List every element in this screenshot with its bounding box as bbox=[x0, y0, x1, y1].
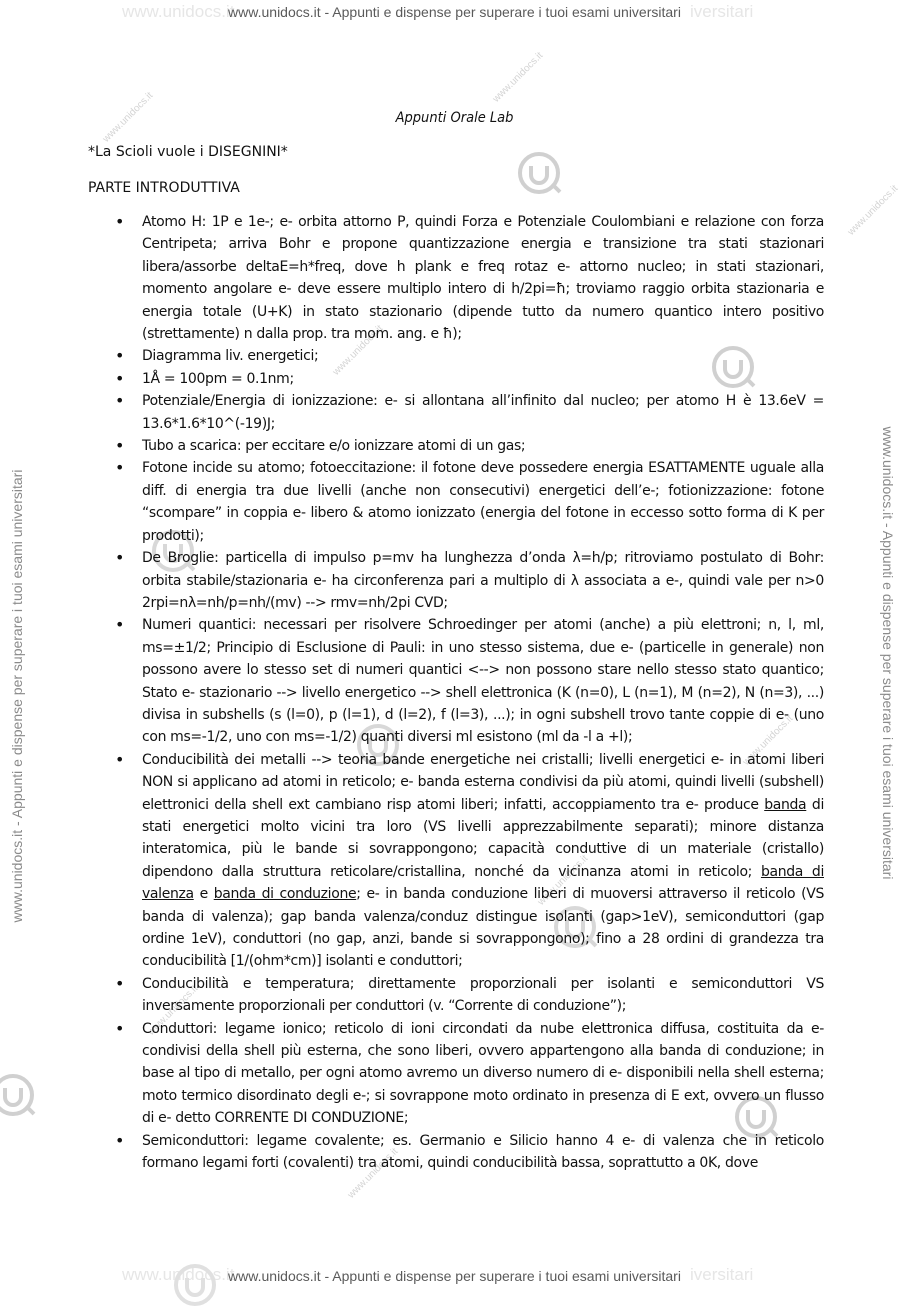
watermark-diagonal: www.unidocs.it bbox=[490, 50, 546, 105]
watermark-ghost-left-bottom: www.unidocs.it bbox=[122, 1265, 235, 1284]
watermark-diagonal: www.unidocs.it bbox=[845, 183, 901, 238]
underlined-term: banda di valenza bbox=[142, 863, 824, 903]
bullet-item: • Diagramma liv. energetici; bbox=[142, 345, 824, 367]
text-run: ; e- in banda conduzione liberi di muoversi attraverso il reticolo (VS banda di valenza); gap banda valenza/conduz distingue isolanti (gap>1eV), semiconduttori (gap ordine 1eV), conduttori (no gap, anzi, bande si sovrappongono); fino a 28 ordini di grandezza tra conducibilità [1/(ohm*cm)] isolanti e conduttori; bbox=[142, 886, 824, 970]
text-run: di stati energetici molto vicini tra loro (VS livelli apprezzabilmente separati); minore distanza interatomica, più le bande si sovrappongono; capacità conduttive di un materiale (cristallo) dipendono dalla struttura reticolare/cristallina, nonché da vicinanza atomi in reticolo; bbox=[142, 796, 824, 880]
watermark-diagonal: www.unidocs.it bbox=[330, 323, 386, 378]
bullet-item: • De Broglie: particella di impulso p=mv ha lunghezza d’onda λ=h/p; ritroviamo postulato di Bohr: orbita stabile/stazionaria e- ha circonferenza pari a multiplo di λ associata a e-, quindi vale per n>0 2rpi=nλ=nh/p=nh/(mv) --> rmv=nh/2pi CVD; bbox=[142, 547, 824, 614]
bullet-item: • Semiconduttori: legame covalente; es. Germanio e Silicio hanno 4 e- di valenza che in reticolo formano legami forti (covalenti) tra atomi, quindi conducibilità bassa, soprattutto a 0K, dove bbox=[142, 1130, 824, 1175]
underlined-term: banda bbox=[764, 796, 807, 813]
watermark-ghost-left: www.unidocs.it bbox=[122, 2, 235, 21]
bullet-item: • Numeri quantici: necessari per risolvere Schroedinger per atomi (anche) a più elettroni; n, l, ml, ms=±1/2; Principio di Esclusione di Pauli: in uno stesso sistema, due e- (particelle in generale) non possono avere lo stesso set di numeri quantici <--> non possono stare nello stesso stato quantico; Stato e- stazionario --> livello energetico --> shell elettronica (K (n=0), L (n=1), M (n=2), N (n=3), ...) divisa in subshells (s (l=0), p (l=1), d (l=2), f (l=3), ...); in ogni subshell trovo tante coppie di e- (uno con ms=-1/2, uno con ms=-1/2) quanti diversi ml esistono (ml da -l a +l); bbox=[142, 614, 824, 748]
watermark-side-left: www.unidocs.it - Appunti e dispense per superare i tuoi esami universitari bbox=[9, 469, 25, 923]
text-run: e bbox=[193, 886, 214, 903]
watermark-header: www.unidocs.it - Appunti e dispense per superare i tuoi esami universitari bbox=[228, 4, 681, 20]
bullet-item: • 1Å = 100pm = 0.1nm; bbox=[142, 368, 824, 390]
unidocs-logo-icon bbox=[0, 1072, 36, 1118]
underlined-term: banda di conduzione bbox=[213, 886, 357, 903]
unidocs-logo-icon bbox=[172, 1262, 218, 1308]
watermark-side-right: www.unidocs.it - Appunti e dispense per superare i tuoi esami universitari bbox=[880, 426, 896, 880]
watermark-diagonal: www.unidocs.it bbox=[100, 90, 156, 145]
watermark-diagonal: www.unidocs.it bbox=[535, 853, 591, 908]
bullet-item: • Potenziale/Energia di ionizzazione: e- si allontana all’infinito dal nucleo; per atomo H è 13.6eV = 13.6*1.6*10^(-19)J; bbox=[142, 390, 824, 435]
bullet-item: • Atomo H: 1P e 1e-; e- orbita attorno P, quindi Forza e Potenziale Coulombiani e relazione con forza Centripeta; arriva Bohr e propone quantizzazione energia e transizione tra stati stazionari libera/assorbe deltaE=h*freq, dove h plank e freq rotaz e- attorno nucleo; in stati stazionari, momento angolare e- deve essere multiplo intero di h/2pi=ħ; troviamo raggio orbita stazionaria e energia totale (U+K) in stato stazionario (dipende tutto da numero quantico intero positivo (strettamente) n dalla prop. tra mom. ang. e ħ); bbox=[142, 211, 824, 345]
bullet-item: • Fotone incide su atomo; fotoeccitazione: il fotone deve possedere energia ESATTAMENTE uguale alla diff. di energia tra due livelli (anche non consecutivi) energetici dell’e-; fotionizzazione: fotone “scompare” in coppia e- libero & atomo ionizzato (energia del fotone in eccesso sotto forma di K per prodotti); bbox=[142, 457, 824, 547]
document-note: *La Scioli vuole i DISEGNINI* bbox=[88, 144, 288, 160]
document-title: Appunti Orale Lab bbox=[395, 110, 514, 126]
bullet-item: • Conduttori: legame ionico; reticolo di ioni circondati da nube elettronica diffusa, costituita da e- condivisi della shell più esterna, che sono liberi, ovvero appartengono alla banda di conduzione; in base al tipo di metallo, per ogni atomo avremo un diverso numero di e- disponibili nella shell esterna; moto termico disordinato degli e-; si sovrappone moto ordinato in presenza di E ext, ovvero un flusso di e- detto CORRENTE DI CONDUZIONE; bbox=[142, 1018, 824, 1130]
watermark-diagonal: www.unidocs.it bbox=[740, 713, 796, 768]
watermark-diagonal: www.unidocs.it bbox=[345, 1146, 401, 1201]
watermark-diagonal: www.unidocs.it bbox=[145, 983, 201, 1038]
bullet-list bbox=[142, 211, 824, 1174]
watermark-ghost-right-bottom: iversitari bbox=[690, 1265, 754, 1284]
unidocs-logo-icon bbox=[516, 150, 562, 196]
watermark-ghost-right: iversitari bbox=[690, 2, 754, 21]
section-heading: PARTE INTRODUTTIVA bbox=[88, 180, 240, 196]
bullet-item-conducibilita-metalli bbox=[142, 749, 824, 973]
document-content bbox=[142, 211, 824, 1174]
bullet-item: • Tubo a scarica: per eccitare e/o ionizzare atomi di un gas; bbox=[142, 435, 824, 457]
text-run: Conducibilità dei metalli --> teoria bande energetiche nei cristalli; livelli energetici e- in atomi liberi NON si applicano ad atomi in reticolo; e- banda esterna condivisi da più atomi, quindi livelli (subshell) elettronici della shell ext cambiano risp atomi liberi; infatti, accoppiamento tra e- produce bbox=[142, 751, 824, 813]
watermark-footer: www.unidocs.it - Appunti e dispense per superare i tuoi esami universitari bbox=[228, 1268, 681, 1284]
bullet-item: • Conducibilità e temperatura; direttamente proporzionali per isolanti e semiconduttori VS inversamente proporzionali per conduttori (v. “Corrente di conduzione”); bbox=[142, 973, 824, 1018]
